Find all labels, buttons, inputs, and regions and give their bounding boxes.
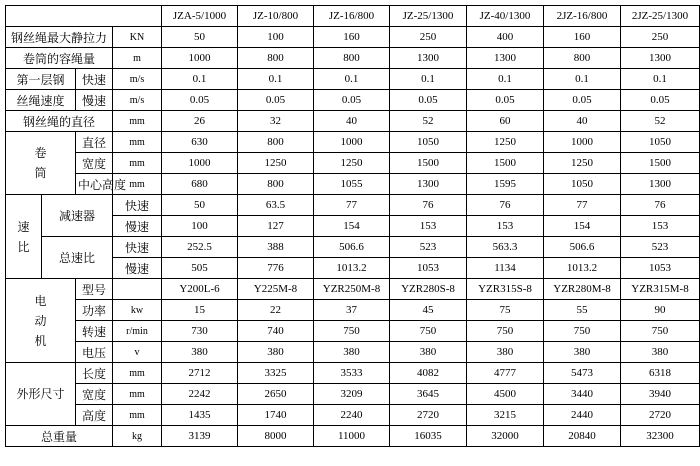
group-label-motor-line3: 机 xyxy=(34,333,47,348)
row-total-ratio-fast xyxy=(6,237,700,258)
row-unit: v xyxy=(113,342,162,363)
value-cell: 750 xyxy=(390,321,467,342)
value-cell: 40 xyxy=(544,111,621,132)
value-cell: 1053 xyxy=(390,258,467,279)
row-drum-rope-capacity xyxy=(6,48,700,69)
value-cell: 1250 xyxy=(467,132,544,153)
value-cell: Y200L-6 xyxy=(162,279,238,300)
value-cell: 505 xyxy=(162,258,238,279)
value-cell: 1300 xyxy=(621,174,700,195)
value-cell: 380 xyxy=(390,342,467,363)
value-cell: 750 xyxy=(621,321,700,342)
value-cell: 154 xyxy=(544,216,621,237)
value-cell: 154 xyxy=(314,216,390,237)
value-cell: 77 xyxy=(544,195,621,216)
value-cell: 32300 xyxy=(621,426,700,447)
value-cell: 2720 xyxy=(621,405,700,426)
value-cell: 250 xyxy=(621,27,700,48)
sub-label: 快速 xyxy=(113,195,162,216)
value-cell: 1300 xyxy=(467,48,544,69)
value-cell: YZR280S-8 xyxy=(390,279,467,300)
sub-label: 长度 xyxy=(76,363,113,384)
group-label-speed-ratio xyxy=(6,195,42,279)
value-cell: 3215 xyxy=(467,405,544,426)
value-cell: 90 xyxy=(621,300,700,321)
value-cell: 750 xyxy=(544,321,621,342)
value-cell: 2712 xyxy=(162,363,238,384)
value-cell: 1050 xyxy=(544,174,621,195)
value-cell: 50 xyxy=(162,27,238,48)
value-cell: 2242 xyxy=(162,384,238,405)
value-cell: 2650 xyxy=(238,384,314,405)
value-cell: 380 xyxy=(314,342,390,363)
row-motor-power xyxy=(6,300,700,321)
value-cell: 153 xyxy=(390,216,467,237)
value-cell: 0.1 xyxy=(544,69,621,90)
row-drum-diameter xyxy=(6,132,700,153)
value-cell: 15 xyxy=(162,300,238,321)
value-cell: 40 xyxy=(314,111,390,132)
row-reducer-fast xyxy=(6,195,700,216)
value-cell: 76 xyxy=(621,195,700,216)
row-total-weight xyxy=(6,426,700,447)
value-cell: 0.05 xyxy=(467,90,544,111)
group-label-speed-ratio-line2: 比 xyxy=(17,239,30,254)
sub-label: 功率 xyxy=(76,300,113,321)
value-cell: 750 xyxy=(314,321,390,342)
value-cell: 52 xyxy=(390,111,467,132)
value-cell: 800 xyxy=(238,48,314,69)
sub-label: 快速 xyxy=(113,237,162,258)
value-cell: Y225M-8 xyxy=(238,279,314,300)
value-cell: 6318 xyxy=(621,363,700,384)
spec-table-body xyxy=(6,6,700,447)
value-cell: 52 xyxy=(621,111,700,132)
value-cell: 50 xyxy=(162,195,238,216)
row-unit: mm xyxy=(113,111,162,132)
row-dim-height xyxy=(6,405,700,426)
value-cell: 0.05 xyxy=(390,90,467,111)
value-cell: 160 xyxy=(544,27,621,48)
row-motor-model xyxy=(6,279,700,300)
value-cell: 153 xyxy=(467,216,544,237)
value-cell: 1013.2 xyxy=(544,258,621,279)
group-label-dimensions: 外形尺寸 xyxy=(6,363,76,426)
value-cell: 380 xyxy=(621,342,700,363)
model-header: JZ-10/800 xyxy=(238,6,314,27)
value-cell: 523 xyxy=(621,237,700,258)
value-cell: 32 xyxy=(238,111,314,132)
value-cell: 1000 xyxy=(314,132,390,153)
value-cell: 380 xyxy=(467,342,544,363)
value-cell: 1055 xyxy=(314,174,390,195)
value-cell: YZR250M-8 xyxy=(314,279,390,300)
row-unit: mm xyxy=(113,174,162,195)
value-cell: 750 xyxy=(467,321,544,342)
value-cell: 0.1 xyxy=(467,69,544,90)
row-unit: mm xyxy=(113,132,162,153)
value-cell: 76 xyxy=(467,195,544,216)
value-cell: 3440 xyxy=(544,384,621,405)
value-cell: 153 xyxy=(621,216,700,237)
value-cell: 4777 xyxy=(467,363,544,384)
value-cell: 800 xyxy=(544,48,621,69)
value-cell: 1500 xyxy=(390,153,467,174)
row-dim-length xyxy=(6,363,700,384)
row-label: 钢丝绳最大静拉力 xyxy=(6,27,113,48)
value-cell: 3533 xyxy=(314,363,390,384)
group-label-motor-line2: 动 xyxy=(34,313,47,328)
sub-label: 高度 xyxy=(76,405,113,426)
value-cell: 22 xyxy=(238,300,314,321)
group-label-speed-ratio-line1: 速 xyxy=(17,219,30,234)
spec-table-container xyxy=(5,5,700,447)
group-label-drum-line1: 卷 xyxy=(34,146,47,160)
value-cell: 1000 xyxy=(162,153,238,174)
value-cell: 252.5 xyxy=(162,237,238,258)
value-cell: 1050 xyxy=(390,132,467,153)
value-cell: 76 xyxy=(390,195,467,216)
value-cell: 0.05 xyxy=(238,90,314,111)
value-cell: 20840 xyxy=(544,426,621,447)
value-cell: YZR315M-8 xyxy=(621,279,700,300)
value-cell: 0.05 xyxy=(162,90,238,111)
model-header: JZ-25/1300 xyxy=(390,6,467,27)
value-cell: 0.1 xyxy=(390,69,467,90)
value-cell: 3209 xyxy=(314,384,390,405)
row-unit: mm xyxy=(113,405,162,426)
sub-label: 慢速 xyxy=(113,216,162,237)
value-cell: YZR315S-8 xyxy=(467,279,544,300)
row-drum-width xyxy=(6,153,700,174)
value-cell: 100 xyxy=(162,216,238,237)
value-cell: 800 xyxy=(238,132,314,153)
value-cell: 380 xyxy=(544,342,621,363)
value-cell: 1000 xyxy=(544,132,621,153)
value-cell: 1000 xyxy=(162,48,238,69)
header-corner xyxy=(6,6,162,27)
row-unit: KN xyxy=(113,27,162,48)
value-cell: 1250 xyxy=(238,153,314,174)
value-cell: 4082 xyxy=(390,363,467,384)
value-cell: 730 xyxy=(162,321,238,342)
value-cell: 380 xyxy=(238,342,314,363)
value-cell: 523 xyxy=(390,237,467,258)
value-cell: 37 xyxy=(314,300,390,321)
value-cell: 26 xyxy=(162,111,238,132)
row-drum-center-height xyxy=(6,174,700,195)
row-unit: mm xyxy=(113,363,162,384)
value-cell: 1500 xyxy=(467,153,544,174)
sub-label: 直径 xyxy=(76,132,113,153)
value-cell: 16035 xyxy=(390,426,467,447)
model-header: 2JZ-25/1300 xyxy=(621,6,700,27)
value-cell: 0.1 xyxy=(621,69,700,90)
value-cell: 380 xyxy=(162,342,238,363)
value-cell: 1250 xyxy=(544,153,621,174)
value-cell: YZR280M-8 xyxy=(544,279,621,300)
value-cell: 250 xyxy=(390,27,467,48)
group-label-drum xyxy=(6,132,76,195)
value-cell: 63.5 xyxy=(238,195,314,216)
value-cell: 563.3 xyxy=(467,237,544,258)
value-cell: 60 xyxy=(467,111,544,132)
value-cell: 45 xyxy=(390,300,467,321)
row-rope-diameter xyxy=(6,111,700,132)
value-cell: 1013.2 xyxy=(314,258,390,279)
value-cell: 2440 xyxy=(544,405,621,426)
value-cell: 0.05 xyxy=(314,90,390,111)
value-cell: 3139 xyxy=(162,426,238,447)
sub-label: 慢速 xyxy=(113,258,162,279)
sub-label: 宽度 xyxy=(76,384,113,405)
model-header: JZA-5/1000 xyxy=(162,6,238,27)
value-cell: 506.6 xyxy=(544,237,621,258)
value-cell: 800 xyxy=(314,48,390,69)
value-cell: 1300 xyxy=(390,174,467,195)
value-cell: 1595 xyxy=(467,174,544,195)
value-cell: 1050 xyxy=(621,132,700,153)
group-label-motor-line1: 电 xyxy=(34,293,47,308)
value-cell: 2720 xyxy=(390,405,467,426)
row-unit: kg xyxy=(113,426,162,447)
value-cell: 11000 xyxy=(314,426,390,447)
value-cell: 55 xyxy=(544,300,621,321)
value-cell: 506.6 xyxy=(314,237,390,258)
value-cell: 400 xyxy=(467,27,544,48)
value-cell: 3645 xyxy=(390,384,467,405)
value-cell: 160 xyxy=(314,27,390,48)
value-cell: 0.1 xyxy=(314,69,390,90)
value-cell: 0.05 xyxy=(544,90,621,111)
value-cell: 800 xyxy=(238,174,314,195)
value-cell: 127 xyxy=(238,216,314,237)
value-cell: 0.05 xyxy=(621,90,700,111)
sub-label: 快速 xyxy=(76,69,113,90)
row-unit: m/s xyxy=(113,69,162,90)
row-unit: mm xyxy=(113,153,162,174)
value-cell: 4500 xyxy=(467,384,544,405)
total-ratio-label: 总速比 xyxy=(42,237,113,279)
row-unit: mm xyxy=(113,384,162,405)
group-label-drum-line2: 筒 xyxy=(34,166,47,180)
row-label: 钢丝绳的直径 xyxy=(6,111,113,132)
model-header: JZ-40/1300 xyxy=(467,6,544,27)
value-cell: 1435 xyxy=(162,405,238,426)
value-cell: 0.1 xyxy=(238,69,314,90)
value-cell: 740 xyxy=(238,321,314,342)
sub-label: 宽度 xyxy=(76,153,113,174)
row-unit: m/s xyxy=(113,90,162,111)
value-cell: 0.1 xyxy=(162,69,238,90)
sub-label: 电压 xyxy=(76,342,113,363)
value-cell: 1300 xyxy=(390,48,467,69)
value-cell: 776 xyxy=(238,258,314,279)
value-cell: 1053 xyxy=(621,258,700,279)
row-dim-width xyxy=(6,384,700,405)
value-cell: 1250 xyxy=(314,153,390,174)
value-cell: 3940 xyxy=(621,384,700,405)
group-label-motor xyxy=(6,279,76,363)
row-unit: r/min xyxy=(113,321,162,342)
row-max-static-pull xyxy=(6,27,700,48)
model-header: JZ-16/800 xyxy=(314,6,390,27)
value-cell: 2240 xyxy=(314,405,390,426)
sub-label: 型号 xyxy=(76,279,113,300)
row-layer1-speed-fast xyxy=(6,69,700,90)
value-cell: 32000 xyxy=(467,426,544,447)
sub-label: 中心高度 xyxy=(76,174,113,195)
group-label-layer1-speed: 第一层钢 xyxy=(6,69,76,90)
value-cell: 100 xyxy=(238,27,314,48)
value-cell: 680 xyxy=(162,174,238,195)
row-unit: m xyxy=(113,48,162,69)
value-cell: 3325 xyxy=(238,363,314,384)
value-cell: 630 xyxy=(162,132,238,153)
value-cell: 388 xyxy=(238,237,314,258)
value-cell: 1134 xyxy=(467,258,544,279)
model-header: 2JZ-16/800 xyxy=(544,6,621,27)
row-label: 总重量 xyxy=(6,426,113,447)
row-motor-speed xyxy=(6,321,700,342)
value-cell: 75 xyxy=(467,300,544,321)
value-cell: 5473 xyxy=(544,363,621,384)
row-label: 卷筒的容绳量 xyxy=(6,48,113,69)
sub-label: 慢速 xyxy=(76,90,113,111)
value-cell: 1300 xyxy=(621,48,700,69)
value-cell: 77 xyxy=(314,195,390,216)
value-cell: 8000 xyxy=(238,426,314,447)
row-unit xyxy=(113,279,162,300)
row-motor-voltage xyxy=(6,342,700,363)
value-cell: 1500 xyxy=(621,153,700,174)
row-unit: kw xyxy=(113,300,162,321)
row-layer1-speed-slow xyxy=(6,90,700,111)
value-cell: 1740 xyxy=(238,405,314,426)
winch-spec-table xyxy=(5,5,700,447)
reducer-label: 减速器 xyxy=(42,195,113,237)
sub-label: 转速 xyxy=(76,321,113,342)
header-row xyxy=(6,6,700,27)
group-label-layer1-speed-line2: 丝绳速度 xyxy=(6,90,76,111)
